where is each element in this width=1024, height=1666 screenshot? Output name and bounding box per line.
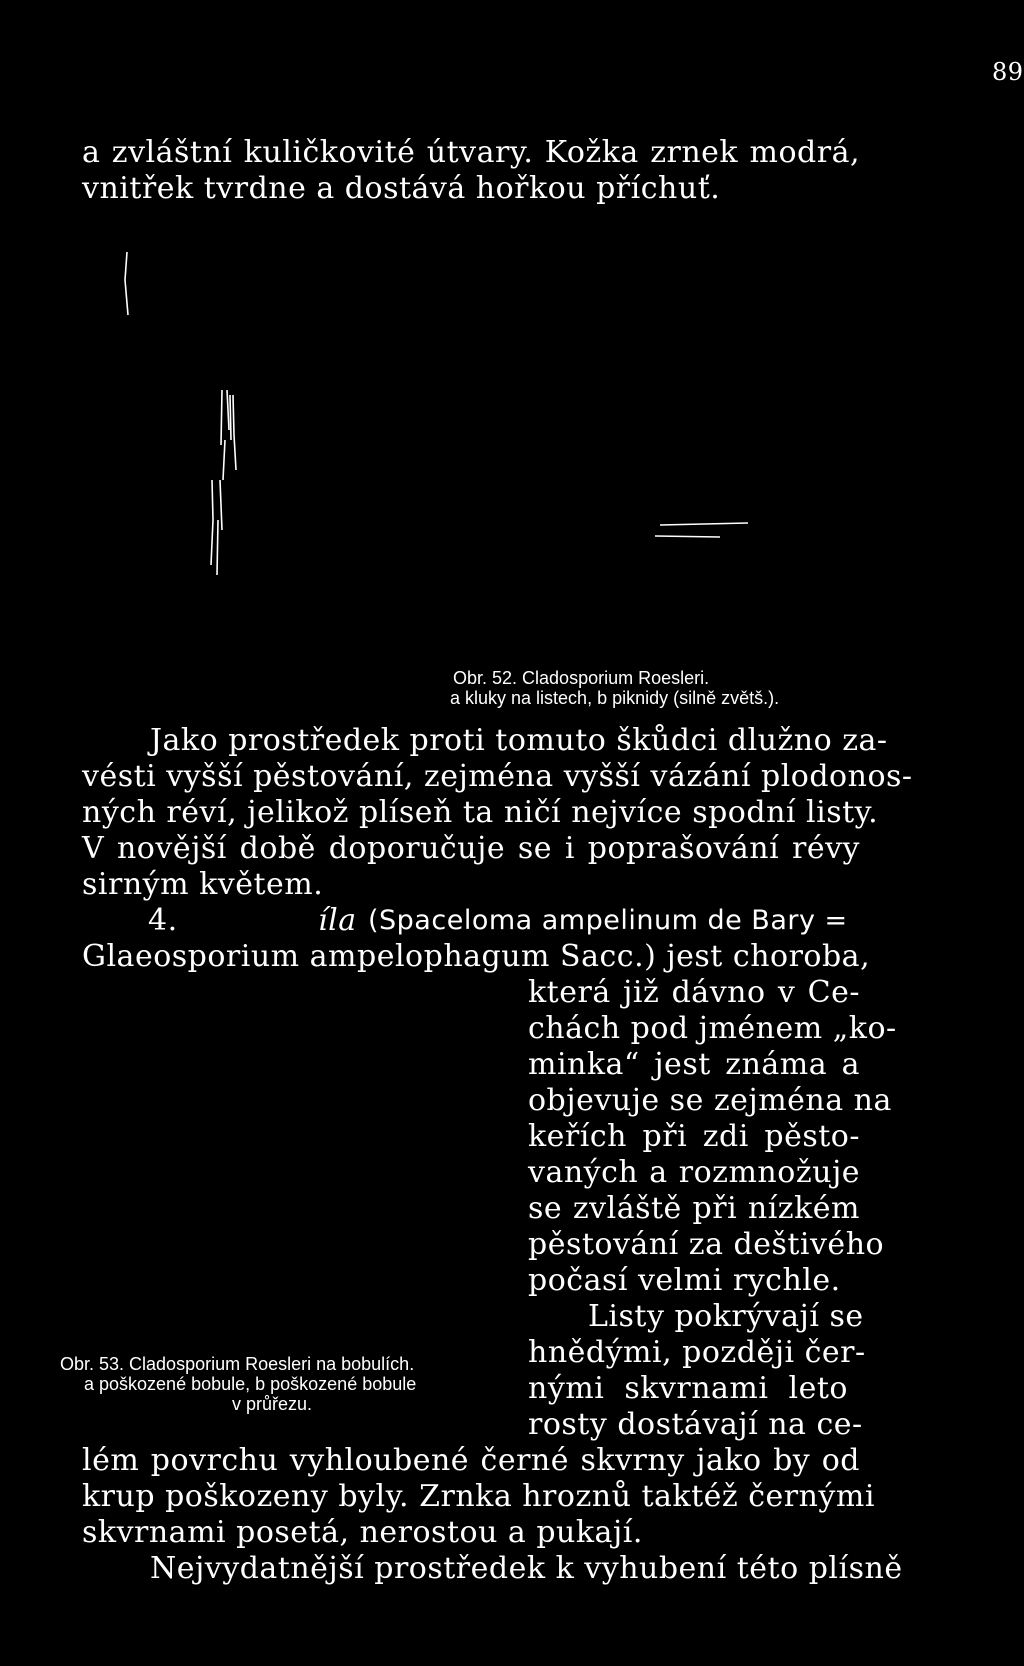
narrow-line-13: rosty dostávají na ce- — [528, 1407, 863, 1442]
section-title: íla — [318, 903, 357, 938]
narrow-line-2: chách pod jménem „ko- — [528, 1011, 897, 1046]
final-line-3: skvrnami posetá, nerostou a pukají. — [82, 1515, 643, 1550]
narrow-line-11: hnědými, později čer- — [528, 1335, 866, 1370]
paragraph-line-5: sirným květem. — [82, 867, 324, 902]
section-number: 4. — [148, 903, 178, 938]
figure-52-caption-line-2: a kluky na listech, b piknidy (silně zvětš.). — [450, 688, 780, 708]
narrow-line-10: Listy pokrývají se — [588, 1299, 864, 1334]
paragraph-line-4: V novější době doporučuje se i poprašování révy — [82, 831, 860, 866]
figure-52-illustration — [100, 240, 800, 640]
intro-line-1: a zvláštní kuličkovité útvary. Kožka zrnek modrá, — [82, 135, 860, 170]
figure-53-caption-line-1: Obr. 53. Cladosporium Roesleri na bobulích. — [60, 1354, 415, 1374]
final-line-2: krup poškozeny byly. Zrnka hroznů taktéž černými — [82, 1479, 875, 1514]
paragraph-line-3: ných réví, jelikož plíseň ta ničí nejvíce spodní listy. — [82, 795, 879, 830]
narrow-line-6: vaných a rozmnožuje — [528, 1155, 860, 1190]
paragraph-line-2: vésti vyšší pěstování, zejména vyšší vázání plodonos- — [82, 759, 913, 794]
figure-53-illustration — [82, 980, 522, 1270]
narrow-line-8: pěstování za deštivého — [528, 1227, 885, 1262]
narrow-line-9: počasí velmi rychle. — [528, 1263, 841, 1298]
section-line-1: (Spaceloma ampelinum de Bary = — [368, 905, 848, 936]
figure-53-caption-line-2: a poškozené bobule, b poškozené bobule — [84, 1374, 417, 1394]
paragraph-line-1: Jako prostředek proti tomuto škůdci dlužno za- — [150, 723, 888, 758]
final-line-1: lém povrchu vyhloubené černé skvrny jako by od — [82, 1443, 860, 1478]
narrow-line-4: objevuje se zejména na — [528, 1083, 892, 1118]
narrow-line-12: nými skvrnami leto — [528, 1371, 848, 1406]
section-line-2: Glaeosporium ampelophagum Sacc.) jest choroba, — [82, 939, 871, 974]
page-number: 89 — [992, 58, 1024, 86]
narrow-line-3: minka“ jest známa a — [528, 1047, 860, 1082]
final-line-4: Nejvydatnější prostředek k vyhubení této plísně — [150, 1551, 903, 1586]
narrow-line-7: se zvláště při nízkém — [528, 1191, 860, 1226]
narrow-line-1: která již dávno v Ce- — [528, 975, 860, 1010]
figure-52-caption-line-1: Obr. 52. Cladosporium Roesleri. — [453, 668, 710, 688]
intro-line-2: vnitřek tvrdne a dostává hořkou příchuť. — [82, 171, 721, 206]
figure-53-caption-line-3: v průřezu. — [232, 1394, 313, 1414]
narrow-line-5: keřích při zdi pěsto- — [528, 1119, 860, 1154]
